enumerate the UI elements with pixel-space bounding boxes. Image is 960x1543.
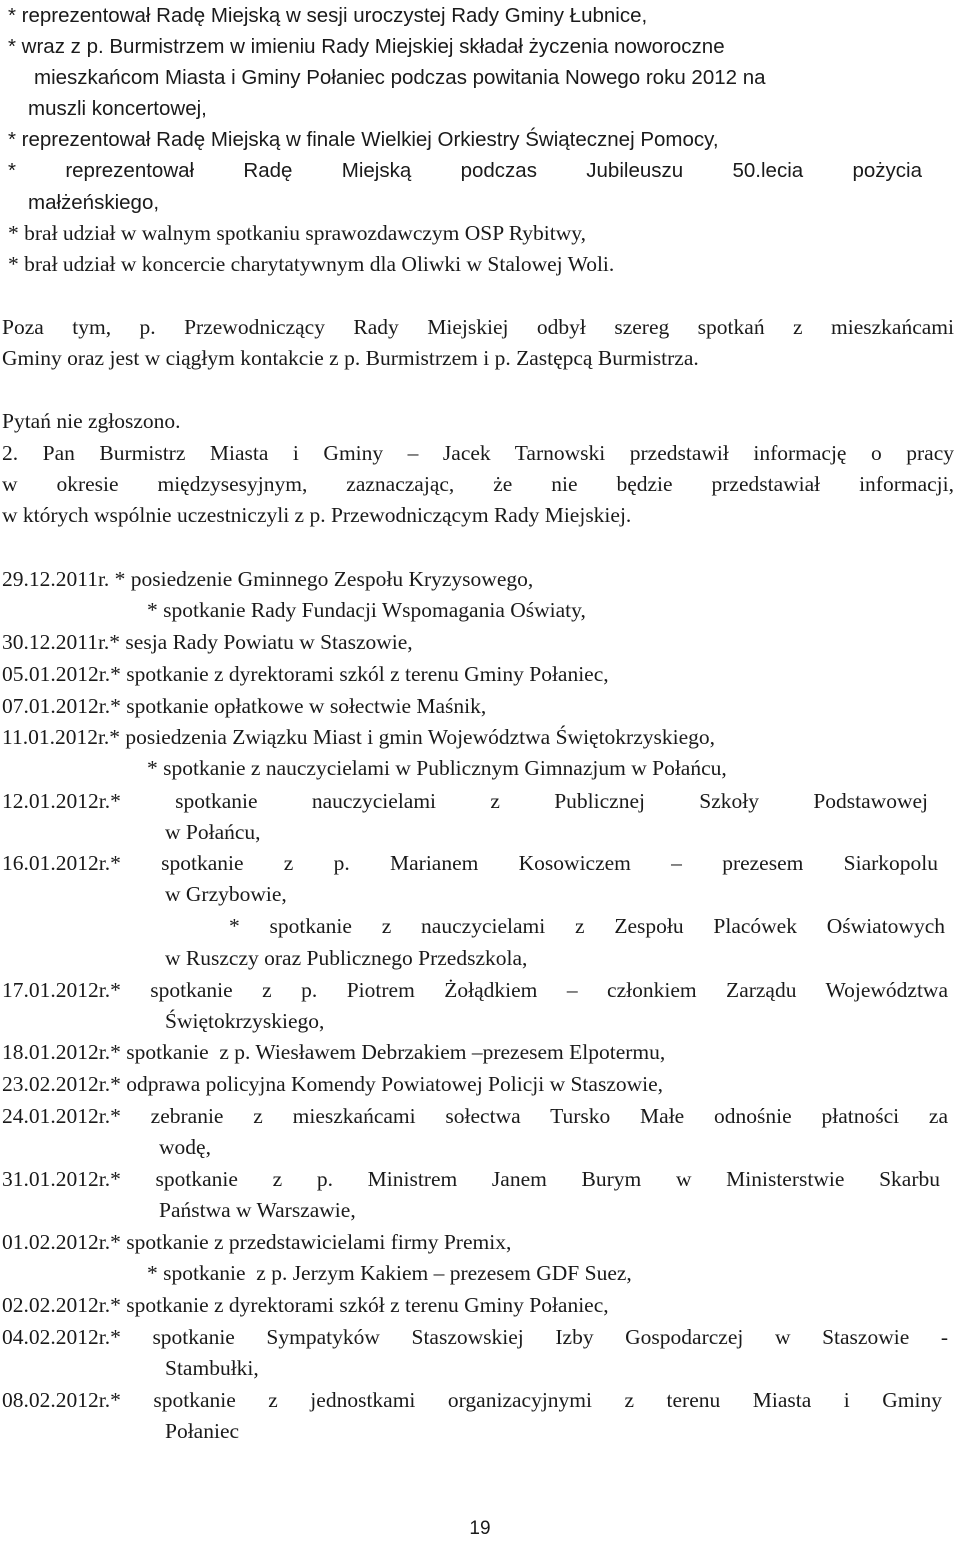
schedule-line: * spotkanie Rady Fundacji Wspomagania Oświaty, [147,598,586,622]
schedule-line: 02.02.2012r.* spotkanie z dyrektorami szkół z terenu Gminy Połaniec, [2,1293,609,1317]
schedule-line: w Ruszczy oraz Publicznego Przedszkola, [165,946,528,970]
schedule-line: 23.02.2012r.* odprawa policyjna Komendy Powiatowej Policji w Staszowie, [2,1072,664,1096]
intro-list-item: * reprezentował Radę Miejską podczas Jubileuszu 50.lecia pożycia [8,159,922,182]
schedule-line: 05.01.2012r.* spotkanie z dyrektorami szkól z terenu Gminy Połaniec, [2,662,609,686]
mayor-paragraph-line: w okresie międzysesyjnym, zaznaczając, że nie będzie przedstawiał informacji, [2,472,954,496]
schedule-line: w Grzybowie, [165,882,287,906]
schedule-line: 17.01.2012r.* spotkanie z p. Piotrem Żołądkiem – członkiem Zarządu Województwa [2,978,948,1002]
schedule-line: * spotkanie z nauczycielami z Zespołu Placówek Oświatowych [229,914,945,938]
schedule-line: 12.01.2012r.* spotkanie nauczycielami z Publicznej Szkoły Podstawowej [2,789,928,813]
mayor-paragraph-line: 2. Pan Burmistrz Miasta i Gminy – Jacek Tarnowski przedstawił informację o pracy [2,441,954,465]
schedule-line: Świętokrzyskiego, [165,1009,325,1033]
mayor-paragraph-line: w których wspólnie uczestniczyli z p. Przewodniczącym Rady Miejskiej. [2,503,632,527]
schedule-line: * spotkanie z p. Jerzym Kakiem – prezesem GDF Suez, [147,1261,632,1285]
schedule-line: 16.01.2012r.* spotkanie z p. Marianem Kosowiczem – prezesem Siarkopolu [2,851,938,875]
intro-list-item: * wraz z p. Burmistrzem w imieniu Rady Miejskiej składał życzenia noworoczne [8,35,725,58]
meetings-paragraph-line: Gminy oraz jest w ciągłym kontakcie z p. Burmistrzem i p. Zastępcą Burmistrza. [2,346,699,370]
schedule-line: 07.01.2012r.* spotkanie opłatkowe w sołectwie Maśnik, [2,694,487,718]
intro-list-item: mieszkańcom Miasta i Gminy Połaniec podczas powitania Nowego roku 2012 na [34,66,766,89]
schedule-line: 24.01.2012r.* zebranie z mieszkańcami sołectwa Tursko Małe odnośnie płatności za [2,1104,948,1128]
intro-list-item: muszli koncertowej, [28,97,207,120]
schedule-line: Stambułki, [165,1356,259,1380]
schedule-line: 04.02.2012r.* spotkanie Sympatyków Staszowskiej Izby Gospodarczej w Staszowie - [2,1325,948,1349]
schedule-line: w Połańcu, [165,820,261,844]
page-number: 19 [469,1518,491,1539]
schedule-line: * spotkanie z nauczycielami w Publicznym Gimnazjum w Połańcu, [147,756,727,780]
intro-list-item: * reprezentował Radę Miejską w finale Wielkiej Orkiestry Świątecznej Pomocy, [8,128,719,151]
intro-list-item: * brał udział w koncercie charytatywnym dla Oliwki w Stalowej Woli. [8,252,615,276]
intro-list-item: małżeńskiego, [28,191,160,214]
schedule-line: Państwa w Warszawie, [159,1198,356,1222]
meetings-paragraph-line: Poza tym, p. Przewodniczący Rady Miejskiej odbył szereg spotkań z mieszkańcami [2,315,954,339]
schedule-line: 18.01.2012r.* spotkanie z p. Wiesławem Debrzakiem –prezesem Elpotermu, [2,1040,666,1064]
intro-list-item: * brał udział w walnym spotkaniu sprawozdawczym OSP Rybitwy, [8,221,586,245]
schedule-line: 30.12.2011r.* sesja Rady Powiatu w Staszowie, [2,630,413,654]
intro-list-item: * reprezentował Radę Miejską w sesji uroczystej Rady Gminy Łubnice, [8,4,648,27]
schedule-line: 31.01.2012r.* spotkanie z p. Ministrem Janem Burym w Ministerstwie Skarbu [2,1167,940,1191]
no-questions-text: Pytań nie zgłoszono. [2,409,181,433]
schedule-line: 29.12.2011r. * posiedzenie Gminnego Zespołu Kryzysowego, [2,567,534,591]
schedule-line: 01.02.2012r.* spotkanie z przedstawicielami firmy Premix, [2,1230,512,1254]
schedule-line: 11.01.2012r.* posiedzenia Związku Miast i gmin Województwa Świętokrzyskiego, [2,725,716,749]
schedule-line: 08.02.2012r.* spotkanie z jednostkami organizacyjnymi z terenu Miasta i Gminy [2,1388,942,1412]
schedule-line: wodę, [159,1135,211,1159]
schedule-line: Połaniec [165,1419,240,1443]
